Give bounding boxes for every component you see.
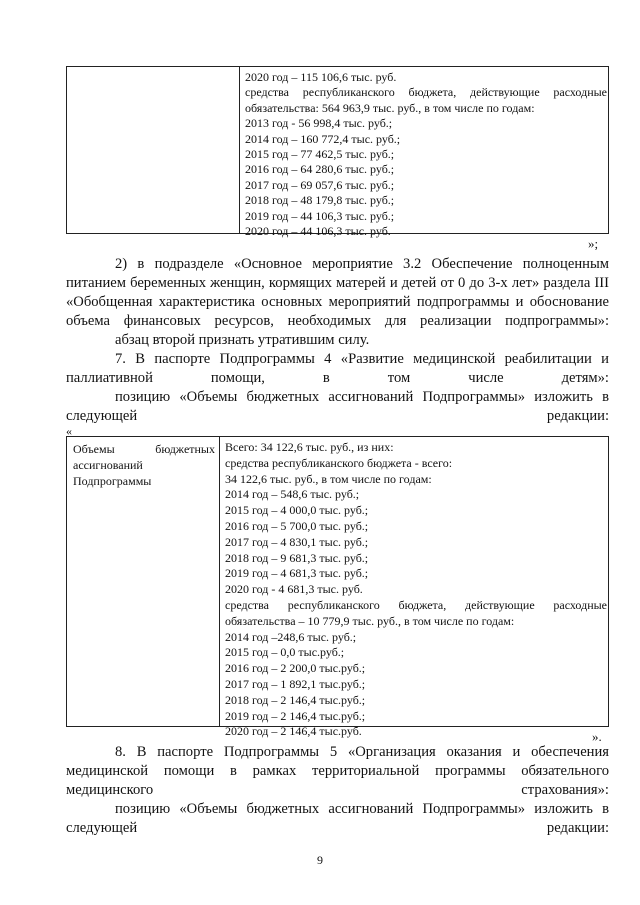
table-label-line: Подпрограммы (73, 474, 152, 488)
table-line: 2020 год – 2 146,4 тыс.руб. (225, 724, 362, 739)
allocations-table-continued (66, 66, 609, 239)
paragraph-text: 8. В паспорте Подпрограммы 5 «Организация оказания и обеспечения медицинской помощи в рамках территориальной программы обязательного медицинского страхования»: (66, 744, 609, 798)
table-label-cell-empty (67, 67, 240, 233)
table-line: 2013 год - 56 998,4 тыс. руб.; (245, 116, 393, 131)
table-line: 2016 год – 5 700,0 тыс. руб.; (225, 518, 369, 533)
paragraph-text: 2) в подразделе «Основное мероприятие 3.2 Обеспечение полноценным питанием беременных женщин, кормящих матерей и детей от 0 до 3-х лет» раздела III «Обобщенная характеристика основных мероприятий подпрограммы и обоснование объема финансовых ресурсов, необходимых для реализации подпрограммы»: (66, 256, 609, 329)
paragraph-position-2 (66, 800, 609, 838)
paragraph-item-2 (66, 255, 609, 331)
paragraph-text: абзац второй признать утратившим силу. (115, 332, 370, 348)
table-value-cell (245, 70, 607, 239)
closing-quote-mark: ». (592, 729, 602, 744)
paragraph-item-8 (66, 743, 609, 800)
paragraph-item-7 (66, 350, 609, 388)
opening-quote-mark: « (66, 424, 72, 438)
table-line: 2016 год – 2 200,0 тыс.руб.; (225, 661, 366, 676)
table-line: 2018 год – 48 179,8 тыс. руб.; (245, 193, 395, 208)
page-number: 9 (317, 853, 323, 867)
table-line: 2019 год – 2 146,4 тыс.руб.; (225, 708, 366, 723)
table-line: обязательства: 564 963,9 тыс. руб., в том числе по годам: (245, 100, 535, 115)
table-line: Всего: 34 122,6 тыс. руб., из них: (225, 440, 394, 454)
table-line: 2017 год – 1 892,1 тыс.руб.; (225, 676, 366, 691)
table-line: средства республиканского бюджета, действующие расходные (225, 597, 607, 612)
table-line: 2017 год – 69 057,6 тыс. руб.; (245, 177, 395, 192)
table-label-cell (67, 437, 220, 726)
table-label-line: Объемы бюджетных (73, 442, 215, 456)
closing-quote-mark: »; (588, 236, 599, 251)
table-line: 2017 год – 4 830,1 тыс. руб.; (225, 534, 369, 549)
paragraph-text: позицию «Объемы бюджетных ассигнований Подпрограммы» изложить в следующей редакции: (66, 389, 609, 424)
table-value-cell (225, 440, 607, 740)
table-label-line: ассигнований (73, 458, 143, 472)
table-line: 2014 год –248,6 тыс. руб.; (225, 629, 357, 644)
table-line: 2015 год – 0,0 тыс.руб.; (225, 645, 345, 660)
table-line: 2020 год - 4 681,3 тыс. руб. (225, 582, 363, 597)
table-line: 2015 год – 77 462,5 тыс. руб.; (245, 147, 395, 162)
table-line: средства республиканского бюджета, действующие расходные (245, 85, 607, 100)
table-line: 2019 год – 44 106,3 тыс. руб.; (245, 208, 395, 223)
paragraph-abzats (66, 331, 609, 350)
allocations-table (66, 436, 609, 739)
paragraph-text: позицию «Объемы бюджетных ассигнований Подпрограммы» изложить в следующей редакции: (66, 801, 609, 836)
table-line: 2018 год – 2 146,4 тыс.руб.; (225, 692, 366, 707)
table-line: 2014 год – 160 772,4 тыс. руб.; (245, 131, 401, 146)
table-line: 2019 год – 4 681,3 тыс. руб.; (225, 566, 369, 581)
table-line: 2015 год – 4 000,0 тыс. руб.; (225, 503, 369, 518)
table-line: 2016 год – 64 280,6 тыс. руб.; (245, 162, 395, 177)
table-line: 2020 год – 44 106,3 тыс. руб. (245, 224, 391, 239)
table-line: обязательства – 10 779,9 тыс. руб., в том числе по годам: (225, 613, 515, 628)
paragraph-text: 7. В паспорте Подпрограммы 4 «Развитие медицинской реабилитации и паллиативной помощи, в том числе детям»: (66, 351, 609, 386)
table-line: 2014 год – 548,6 тыс. руб.; (225, 487, 360, 502)
table-line: средства республиканского бюджета - всего: (225, 455, 453, 470)
table-line: 2018 год – 9 681,3 тыс. руб.; (225, 550, 369, 565)
table-line: 2020 год – 115 106,6 тыс. руб. (245, 70, 397, 84)
table-line: 34 122,6 тыс. руб., в том числе по годам: (225, 471, 432, 486)
paragraph-position-1 (66, 388, 609, 426)
